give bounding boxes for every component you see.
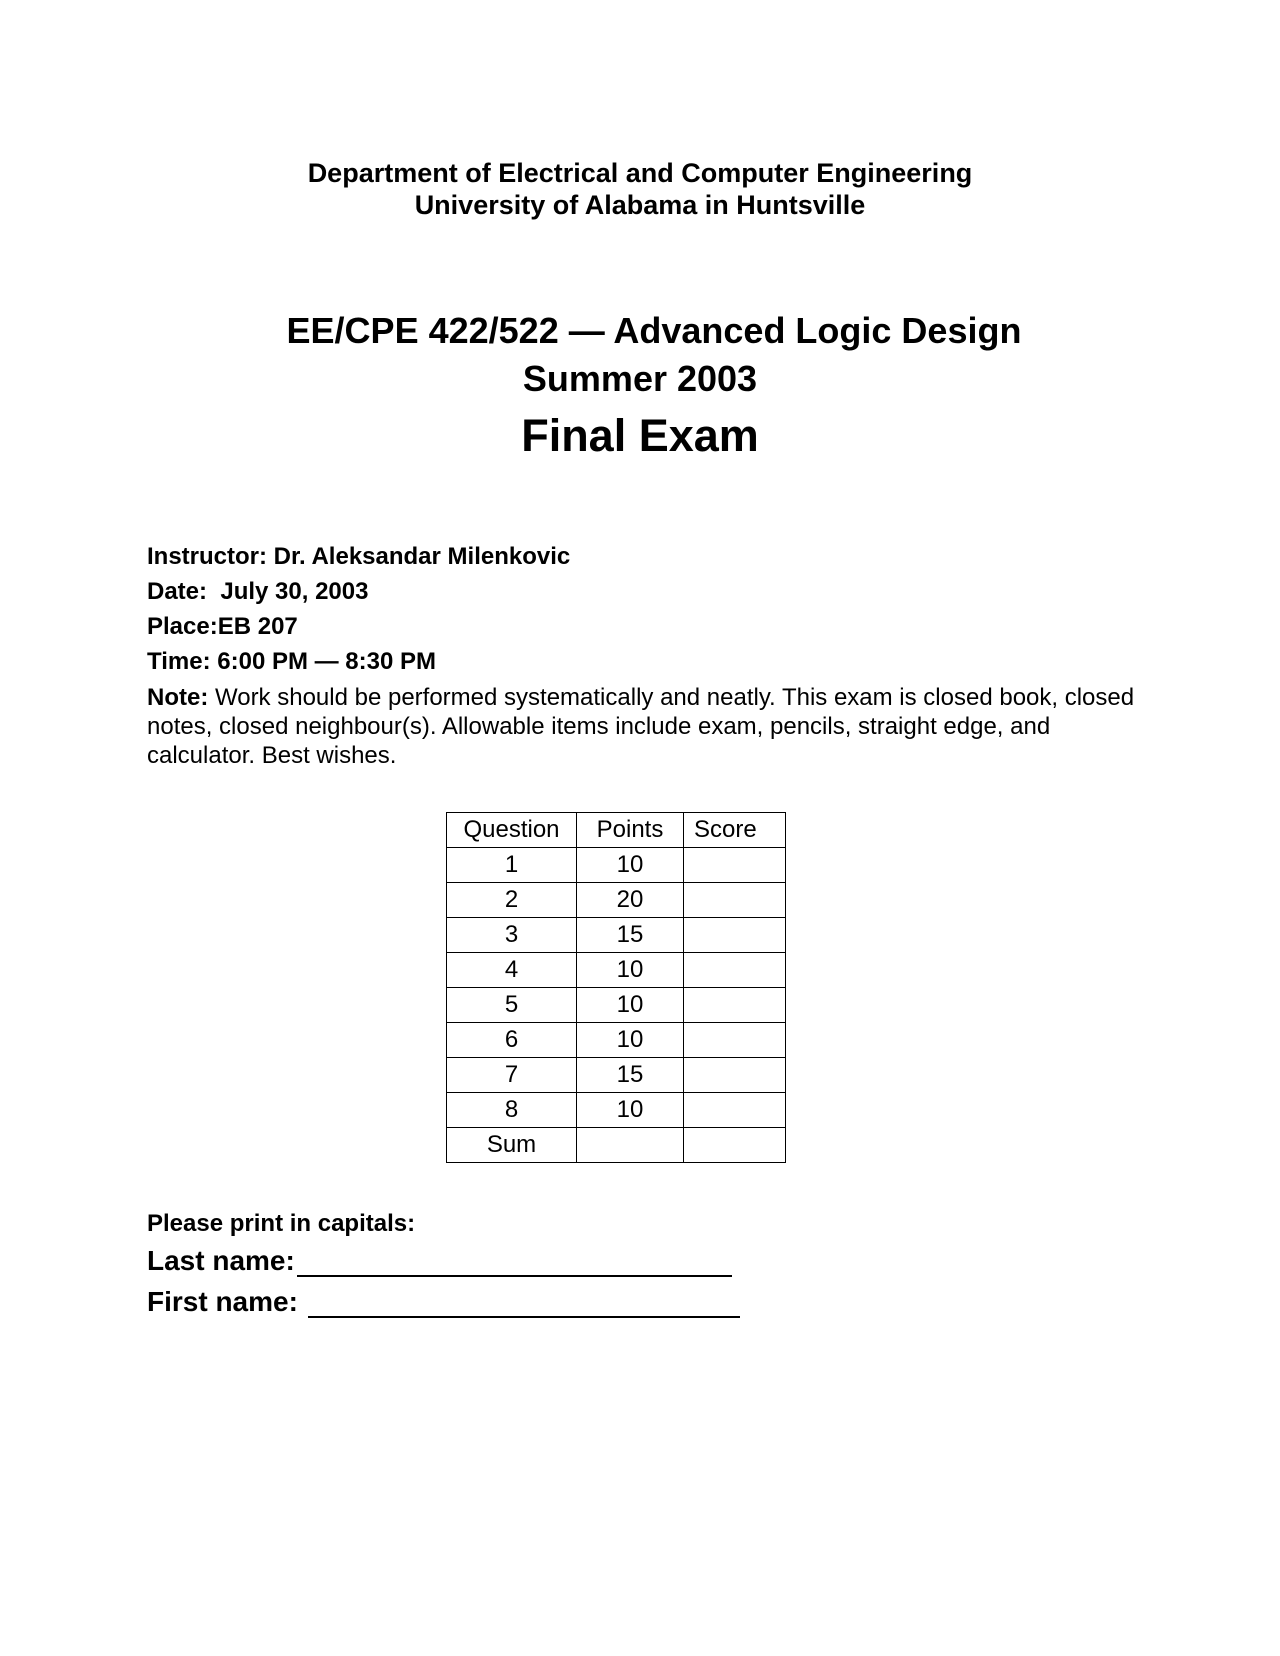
score-cell[interactable] xyxy=(684,848,786,883)
score-cell[interactable] xyxy=(684,953,786,988)
instructor-value: Dr. Aleksandar Milenkovic xyxy=(273,543,571,570)
date-label: Date: xyxy=(147,578,208,605)
score-cell[interactable] xyxy=(684,1058,786,1093)
question-number: 8 xyxy=(447,1093,577,1128)
time-line xyxy=(147,648,436,676)
sum-points[interactable] xyxy=(577,1128,684,1163)
last-name-label: Last name: xyxy=(147,1245,295,1276)
time-label: Time: xyxy=(147,648,211,675)
sum-row xyxy=(447,1128,786,1163)
first-name-line xyxy=(147,1286,740,1318)
score-cell[interactable] xyxy=(684,988,786,1023)
question-number: 1 xyxy=(447,848,577,883)
question-number: 5 xyxy=(447,988,577,1023)
score-table-header-row xyxy=(447,813,786,848)
university-heading: University of Alabama in Huntsville xyxy=(414,190,866,220)
question-points: 15 xyxy=(577,1058,684,1093)
note-label: Note: xyxy=(147,684,209,711)
last-name-field[interactable] xyxy=(297,1247,732,1277)
question-points: 10 xyxy=(577,988,684,1023)
sum-label: Sum xyxy=(447,1128,577,1163)
score-table xyxy=(446,812,786,1163)
question-number: 2 xyxy=(447,883,577,918)
time-value: 6:00 PM — 8:30 PM xyxy=(217,648,436,675)
score-cell[interactable] xyxy=(684,883,786,918)
question-number: 4 xyxy=(447,953,577,988)
score-cell[interactable] xyxy=(684,918,786,953)
question-number: 7 xyxy=(447,1058,577,1093)
place-label: Place: xyxy=(147,613,218,640)
last-name-line xyxy=(147,1245,732,1277)
question-points: 20 xyxy=(577,883,684,918)
table-row xyxy=(447,953,786,988)
note-text: Work should be performed systematically and neatly. This exam is closed book, closed notes, closed neighbour(s). Allowable items include exam, pencils, straight edge, and calculator. Best wishes. xyxy=(147,684,1135,769)
header-points: Points xyxy=(577,813,684,848)
table-row xyxy=(447,918,786,953)
instructor-line xyxy=(147,543,570,571)
department-heading: Department of Electrical and Computer Engineering xyxy=(307,158,973,188)
question-number: 6 xyxy=(447,1023,577,1058)
print-capitals-instruction: Please print in capitals: xyxy=(147,1210,416,1237)
date-value: July 30, 2003 xyxy=(220,578,369,605)
question-points: 15 xyxy=(577,918,684,953)
table-row xyxy=(447,1058,786,1093)
instructor-label: Instructor: xyxy=(147,543,267,570)
table-row xyxy=(447,988,786,1023)
score-cell[interactable] xyxy=(684,1023,786,1058)
place-line xyxy=(147,613,298,641)
course-term: Summer 2003 xyxy=(522,358,758,399)
sum-score[interactable] xyxy=(684,1128,786,1163)
question-points: 10 xyxy=(577,953,684,988)
question-points: 10 xyxy=(577,1093,684,1128)
table-row xyxy=(447,1093,786,1128)
first-name-label: First name: xyxy=(147,1286,298,1317)
header-question: Question xyxy=(447,813,577,848)
table-row xyxy=(447,883,786,918)
table-row xyxy=(447,848,786,883)
exam-note xyxy=(147,683,1137,770)
question-number: 3 xyxy=(447,918,577,953)
question-points: 10 xyxy=(577,848,684,883)
table-row xyxy=(447,1023,786,1058)
exam-title: Final Exam xyxy=(521,410,759,461)
place-value: EB 207 xyxy=(217,613,298,640)
course-title: EE/CPE 422/522 — Advanced Logic Design xyxy=(286,310,1022,351)
date-line xyxy=(147,578,368,606)
first-name-field[interactable] xyxy=(308,1288,740,1318)
header-score: Score xyxy=(684,813,786,848)
question-points: 10 xyxy=(577,1023,684,1058)
score-cell[interactable] xyxy=(684,1093,786,1128)
